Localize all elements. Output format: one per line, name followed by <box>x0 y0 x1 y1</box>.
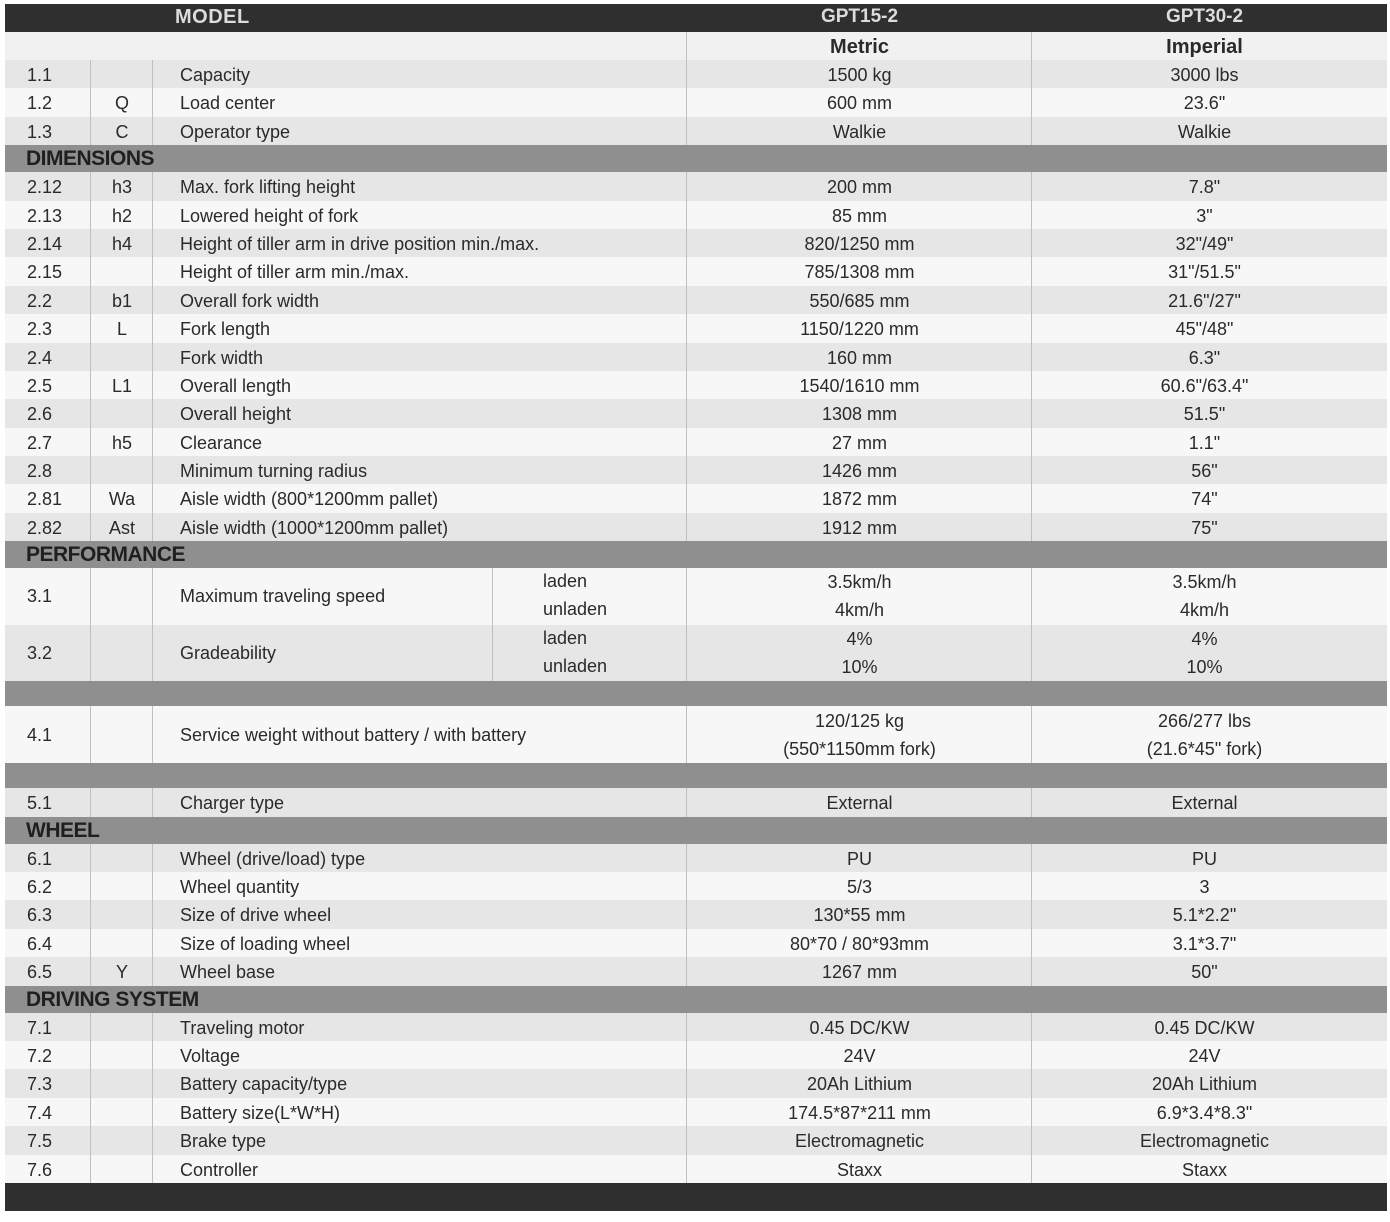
item-number: 2.6 <box>27 404 53 425</box>
imperial-value: 3" <box>1196 205 1213 226</box>
imperial-value: External <box>1171 793 1238 814</box>
imperial-value: 21.6"/27" <box>1168 290 1241 311</box>
item-number: 1.3 <box>27 121 53 142</box>
model-label: MODEL <box>175 6 250 28</box>
metric-value: 24V <box>843 1045 876 1066</box>
metric-value: 3.5km/h <box>827 572 892 593</box>
item-description: Aisle width (800*1200mm pallet) <box>180 489 439 510</box>
item-description: Wheel quantity <box>180 877 300 898</box>
spec-row <box>5 1126 1387 1154</box>
metric-value: 1426 mm <box>821 461 898 482</box>
item-description: Charger type <box>180 793 285 814</box>
metric-value: 80*70 / 80*93mm <box>789 933 930 954</box>
imperial-value: 4% <box>1191 628 1218 649</box>
spec-row <box>5 1041 1387 1069</box>
section-title: DRIVING SYSTEM <box>26 987 199 1011</box>
imperial-value: 5.1*2.2" <box>1172 905 1237 926</box>
item-description: Voltage <box>180 1045 241 1066</box>
spec-row <box>5 1069 1387 1097</box>
spec-row <box>5 1013 1387 1041</box>
metric-value: 600 mm <box>826 93 893 114</box>
imperial-value: 6.3" <box>1188 347 1221 368</box>
spec-row <box>5 428 1387 456</box>
metric-value: 174.5*87*211 mm <box>788 1102 931 1123</box>
section-driving-system <box>5 986 1387 1013</box>
section-title: PERFORMANCE <box>26 543 186 567</box>
metric-value: (550*1150mm fork) <box>783 739 936 760</box>
item-description: Traveling motor <box>180 1017 305 1038</box>
item-symbol: b1 <box>111 290 133 311</box>
imperial-value: Staxx <box>1181 1159 1228 1180</box>
item-number: 5.1 <box>27 793 53 814</box>
metric-value: 200 mm <box>826 177 893 198</box>
item-description: Height of tiller arm in drive position min./max. <box>180 233 540 254</box>
item-description: Clearance <box>180 432 263 453</box>
imperial-value: 75" <box>1191 517 1218 538</box>
section-dimensions <box>5 145 1387 172</box>
item-description: Gradeability <box>180 642 277 663</box>
spec-row <box>5 1098 1387 1126</box>
metric-value: 4km/h <box>834 600 885 621</box>
item-symbol: Wa <box>108 489 136 510</box>
metric-value: 5/3 <box>846 877 873 898</box>
item-symbol: h4 <box>111 233 133 254</box>
metric-value: 160 mm <box>826 347 893 368</box>
metric-value: 820/1250 mm <box>804 233 915 254</box>
item-description: Max. fork lifting height <box>180 177 356 198</box>
item-description: Operator type <box>180 121 291 142</box>
imperial-value: Walkie <box>1177 121 1232 142</box>
imperial-value: 10% <box>1186 656 1223 677</box>
spec-row <box>5 957 1387 985</box>
item-number: 2.12 <box>27 177 63 198</box>
condition-unladen: unladen <box>543 655 608 676</box>
section-wheel <box>5 817 1387 844</box>
item-description: Fork length <box>180 319 271 340</box>
spec-row <box>5 788 1387 816</box>
item-number: 2.4 <box>27 347 53 368</box>
item-description: Overall length <box>180 375 292 396</box>
item-number: 2.82 <box>27 517 63 538</box>
metric-value: 120/125 kg <box>814 711 905 732</box>
model-2-name: GPT30-2 <box>1165 6 1244 27</box>
imperial-value: 0.45 DC/KW <box>1154 1017 1255 1038</box>
item-description: Battery capacity/type <box>180 1074 348 1095</box>
metric-value: Walkie <box>832 121 887 142</box>
imperial-value: 1.1" <box>1188 432 1221 453</box>
performance-row <box>5 568 1387 625</box>
spec-sheet <box>5 4 1387 1211</box>
metric-value: 20Ah Lithium <box>806 1074 913 1095</box>
item-number: 2.15 <box>27 262 63 283</box>
metric-value: 85 mm <box>831 205 887 226</box>
section-gap <box>5 763 1387 788</box>
section-title: DIMENSIONS <box>26 147 155 171</box>
model-header-bar <box>5 4 1387 32</box>
item-description: Minimum turning radius <box>180 461 368 482</box>
imperial-value: 3000 lbs <box>1170 65 1239 85</box>
item-description: Height of tiller arm min./max. <box>180 262 410 283</box>
item-description: Fork width <box>180 347 264 368</box>
item-number: 3.1 <box>27 586 53 607</box>
imperial-value: 74" <box>1191 489 1218 510</box>
item-description: Lowered height of fork <box>180 205 359 226</box>
item-number: 2.5 <box>27 375 53 396</box>
imperial-value: 23.6" <box>1183 93 1226 114</box>
item-description: Overall height <box>180 404 292 425</box>
item-number: 7.4 <box>27 1102 53 1123</box>
imperial-value: 4km/h <box>1179 600 1230 621</box>
metric-value: 1150/1220 mm <box>800 319 919 340</box>
metric-value: 1540/1610 mm <box>799 375 920 396</box>
item-number: 2.13 <box>27 205 63 226</box>
item-symbol: Ast <box>108 517 135 538</box>
item-number: 2.14 <box>27 233 63 254</box>
item-description: Size of loading wheel <box>180 933 351 954</box>
item-symbol: L1 <box>111 375 133 396</box>
item-description: Service weight without battery / with battery <box>180 725 527 746</box>
imperial-value: 60.6"/63.4" <box>1160 375 1249 396</box>
section-gap <box>5 681 1387 706</box>
item-number: 7.1 <box>27 1017 53 1038</box>
item-description: Wheel (drive/load) type <box>180 848 366 869</box>
item-description: Battery size(L*W*H) <box>180 1102 341 1123</box>
item-symbol: h3 <box>111 177 133 198</box>
spec-row <box>5 343 1387 371</box>
imperial-value: 7.8" <box>1188 177 1221 198</box>
imperial-value: 32"/49" <box>1175 233 1234 254</box>
metric-value: PU <box>846 848 872 869</box>
metric-value: External <box>826 793 893 814</box>
item-description: Load center <box>180 93 276 114</box>
item-description: Capacity <box>180 65 251 85</box>
item-number: 2.81 <box>27 489 63 510</box>
item-description: Controller <box>180 1159 259 1180</box>
footer-bar <box>5 1183 1387 1211</box>
imperial-value: 3 <box>1199 877 1210 898</box>
performance-row <box>5 625 1387 682</box>
item-number: 7.2 <box>27 1045 53 1066</box>
item-description: Size of drive wheel <box>180 905 332 926</box>
spec-row <box>5 872 1387 900</box>
item-number: 6.5 <box>27 962 53 983</box>
spec-row <box>5 229 1387 257</box>
item-symbol: C <box>115 121 129 142</box>
item-symbol: h2 <box>111 205 133 226</box>
section-title: WHEEL <box>26 818 100 842</box>
spec-row <box>5 484 1387 512</box>
item-number: 1.2 <box>27 93 53 114</box>
item-number: 6.1 <box>27 848 53 869</box>
item-number: 3.2 <box>27 642 53 663</box>
metric-value: 1267 mm <box>821 962 898 983</box>
model-1-name: GPT15-2 <box>820 6 899 27</box>
spec-row <box>5 172 1387 200</box>
imperial-value: 24V <box>1188 1045 1221 1066</box>
item-number: 7.6 <box>27 1159 53 1180</box>
section-performance <box>5 541 1387 568</box>
imperial-value: 51.5" <box>1183 404 1226 425</box>
metric-value: 1912 mm <box>821 517 898 538</box>
spec-row <box>5 399 1387 427</box>
imperial-value: 45"/48" <box>1175 319 1234 340</box>
spec-row <box>5 60 1387 88</box>
metric-value: 27 mm <box>831 432 887 453</box>
metric-value: 1500 kg <box>827 65 892 85</box>
unit-header-row <box>5 32 1387 60</box>
item-number: 6.2 <box>27 877 53 898</box>
item-number: 7.5 <box>27 1131 53 1152</box>
item-description: Brake type <box>180 1131 267 1152</box>
spec-row <box>5 456 1387 484</box>
imperial-value: 3.5km/h <box>1172 572 1237 593</box>
imperial-value: 50" <box>1191 962 1218 983</box>
item-number: 6.4 <box>27 933 53 954</box>
imperial-value: PU <box>1191 848 1217 869</box>
spec-row <box>5 513 1387 541</box>
imperial-value: Electromagnetic <box>1139 1131 1270 1152</box>
spec-row <box>5 900 1387 928</box>
item-symbol: L <box>116 319 127 340</box>
spec-row <box>5 314 1387 342</box>
spec-row <box>5 371 1387 399</box>
item-number: 2.8 <box>27 461 53 482</box>
item-number: 2.2 <box>27 290 53 311</box>
item-description: Overall fork width <box>180 290 320 311</box>
condition-unladen: unladen <box>543 599 608 620</box>
imperial-value: 56" <box>1191 461 1218 482</box>
spec-row <box>5 286 1387 314</box>
item-description: Aisle width (1000*1200mm pallet) <box>180 517 449 538</box>
metric-value: 1308 mm <box>821 404 898 425</box>
item-description: Maximum traveling speed <box>180 586 386 607</box>
item-number: 2.7 <box>27 432 53 453</box>
item-number: 6.3 <box>27 905 53 926</box>
metric-value: Electromagnetic <box>794 1131 925 1152</box>
weight-row <box>5 706 1387 763</box>
item-number: 1.1 <box>27 65 53 85</box>
spec-row <box>5 1155 1387 1183</box>
metric-value: 785/1308 mm <box>804 262 915 283</box>
spec-row <box>5 844 1387 872</box>
imperial-value: 266/277 lbs <box>1157 711 1252 732</box>
metric-value: 0.45 DC/KW <box>809 1017 910 1038</box>
metric-value: 4% <box>846 628 873 649</box>
condition-laden: laden <box>543 627 588 648</box>
item-number: 7.3 <box>27 1074 53 1095</box>
spec-row <box>5 257 1387 285</box>
metric-value: 1872 mm <box>821 489 898 510</box>
imperial-value: 3.1*3.7" <box>1172 933 1237 954</box>
item-description: Wheel base <box>180 962 276 983</box>
spec-row <box>5 117 1387 145</box>
spec-row <box>5 929 1387 957</box>
item-symbol: Q <box>114 93 129 114</box>
item-number: 2.3 <box>27 319 53 340</box>
metric-value: 10% <box>841 656 878 677</box>
imperial-value: 31"/51.5" <box>1168 262 1241 283</box>
spec-row <box>5 88 1387 116</box>
condition-laden: laden <box>543 571 588 592</box>
imperial-value: (21.6*45" fork) <box>1146 739 1263 760</box>
unit-imperial: Imperial <box>1166 36 1243 58</box>
item-number: 4.1 <box>27 725 53 746</box>
imperial-value: 20Ah Lithium <box>1151 1074 1258 1095</box>
metric-value: Staxx <box>836 1159 883 1180</box>
item-symbol: Y <box>115 962 128 983</box>
item-symbol: h5 <box>111 432 133 453</box>
metric-value: 550/685 mm <box>809 290 910 311</box>
unit-metric: Metric <box>830 36 889 58</box>
spec-row <box>5 201 1387 229</box>
metric-value: 130*55 mm <box>813 905 906 926</box>
imperial-value: 6.9*3.4*8.3" <box>1156 1102 1253 1123</box>
